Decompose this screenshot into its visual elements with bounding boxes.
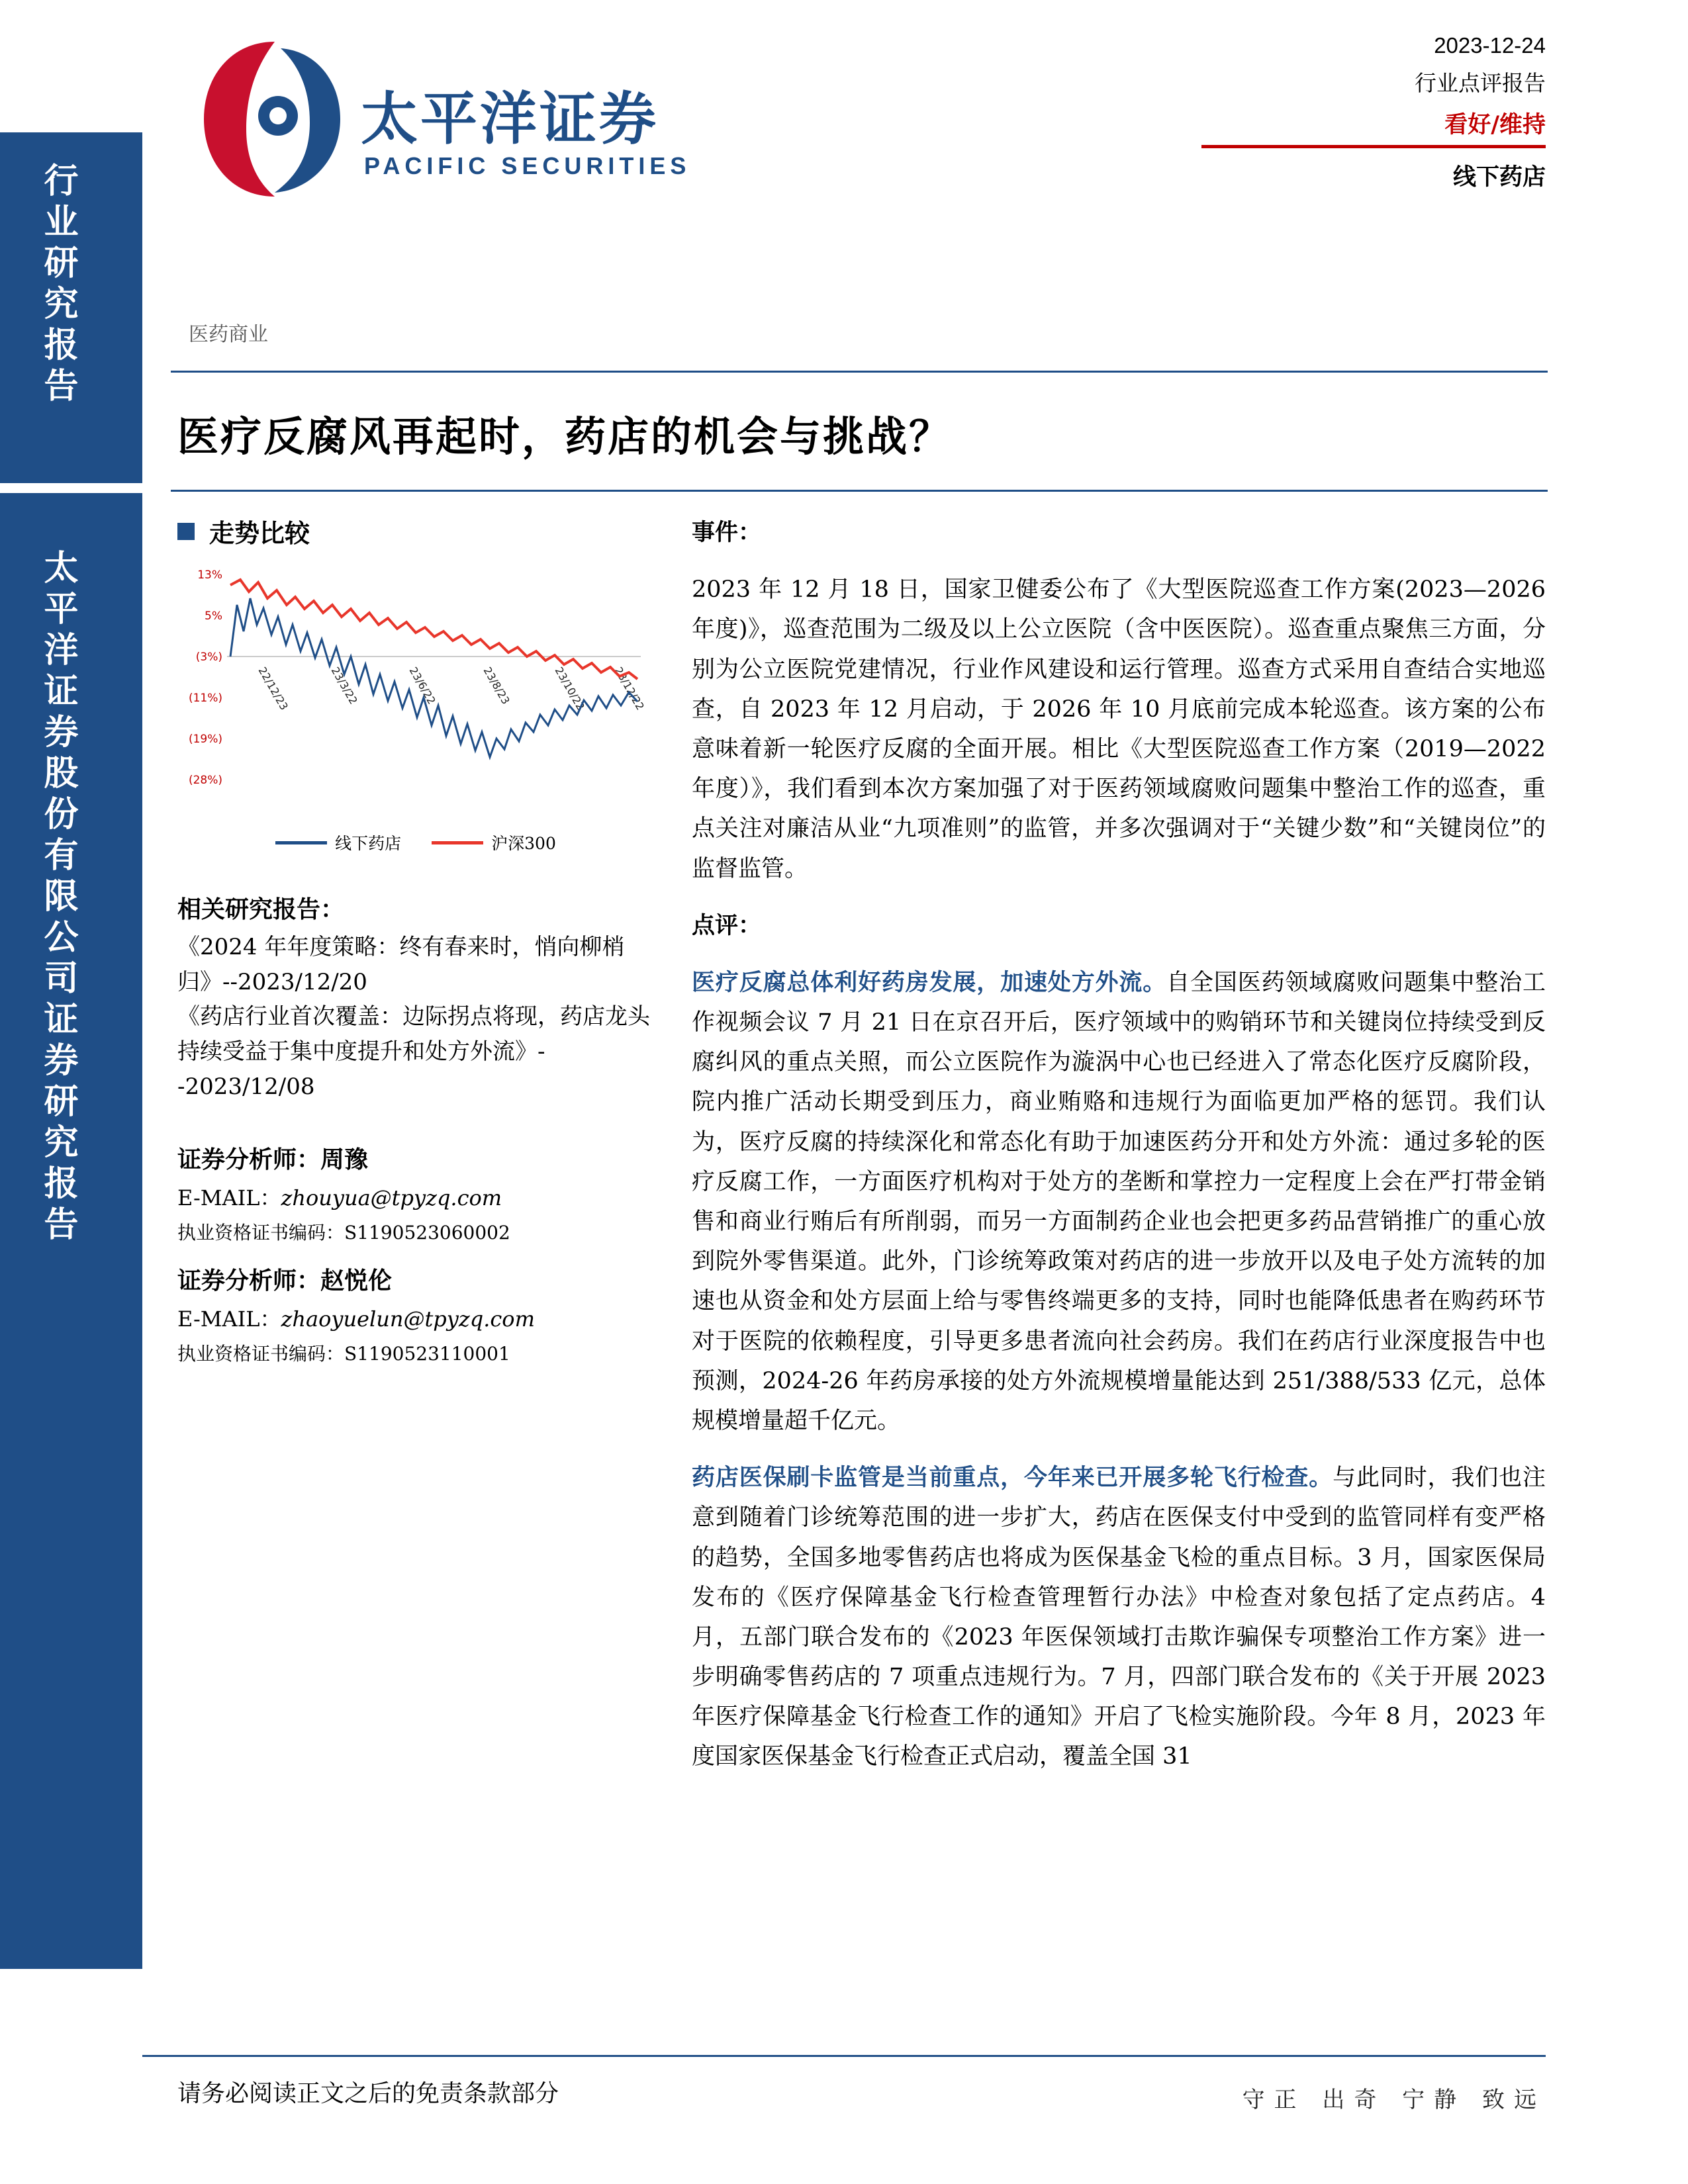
related-reports [177, 891, 667, 1104]
svg-text:(28%): (28%) [188, 774, 222, 787]
analyst-list [177, 1141, 667, 1366]
comment-paragraph-1 [692, 963, 1546, 1441]
svg-text:5%: 5% [205, 610, 222, 623]
event-heading: 事件： [692, 519, 762, 546]
legend-swatch-line-icon [432, 841, 483, 844]
cert-label: 执业资格证书编码： [177, 1222, 345, 1244]
comment-text-1: 自全国医药领域腐败问题集中整治工作视频会议 7 月 21 日在京召开后，医疗领域中的购销环节和关键岗位持续受到反腐纠风的重点关照，而公立医院作为漩涡中心也已经进入了常态化医疗反腐阶段，院内推广活动长期受到压力，商业贿赂和违规行为面临更加严格的惩罚。我们认为，医疗反腐的持续深化和常态化有助于加速医药分开和处方外流：通过多轮的医疗反腐工作，一方面医疗机构对于处方的垄断和掌控力一定程度上会在严打带金销售和商业行贿后有所削弱，而另一方面制药企业也会把更多药品营销推广的重心放到院外零售渠道。此外，门诊统筹政策对药店的进一步放开以及电子处方流转的加速也从资金和处方层面上给与零售终端更多的支持，同时也能降低患者在购药环节对于医院的依赖程度，引导更多患者流向社会药房。我们在药店行业深度报告中也预测，2024-26 年药房承接的处方外流规模增量能达到 251/388/533 亿元，总体规模增量超千亿元。 [692, 969, 1546, 1434]
svg-text:(3%): (3%) [195, 651, 222, 664]
analyst-name-1 [177, 1262, 667, 1296]
svg-text:(11%): (11%) [188, 692, 222, 705]
related-report-item[interactable]: 《2024 年年度策略：终有春来时，悄向柳梢归》--2023/12/20 [177, 934, 625, 995]
analyst-role-label: 证券分析师： [177, 1146, 321, 1174]
footer-disclaimer: 请务必阅读正文之后的免责条款部分 [177, 2080, 559, 2107]
legend-item-0 [275, 831, 401, 854]
email-value[interactable]: zhouyua@tpyzq.com [281, 1185, 502, 1211]
title-divider-bottom [171, 490, 1548, 492]
event-paragraph: 2023 年 12 月 18 日，国家卫健委公布了《大型医院巡查工作方案(2023—2026 年度)》，巡查范围为二级及以上公立医院（含中医医院）。巡查重点聚焦三方面，分别为公立医院党建情况，行业作风建设和运行管理。巡查方式采用自查结合实地巡查，自 2023 年 12 月启动，于 2026 年 10 月底前完成本轮巡查。该方案的公布意味着新一轮医疗反腐的全面开展。相比《大型医院巡查工作方案（2019—2022 年度）》，我们看到本次方案加强了对于医药领域腐败问题集中整治工作的巡查，重点关注对廉洁从业“九项准则”的监管，并多次强调对于“关键少数”和“关键岗位”的监督监管。 [692, 576, 1546, 882]
comment-lead-1: 医疗反腐总体利好药房发展，加速处方外流。 [692, 968, 1167, 996]
report-type: 行业点评报告 [1415, 70, 1546, 96]
logo [199, 36, 741, 215]
svg-text:23/6/22: 23/6/22 [406, 664, 438, 707]
band-bottom-label: 太平洋证券股份有限公司证券研究报告 [38, 549, 78, 1247]
analyst-name-0 [177, 1141, 667, 1175]
svg-text:13%: 13% [197, 569, 222, 582]
legend-label-0: 线下药店 [335, 834, 402, 853]
chart-legend [184, 831, 647, 854]
logo-chinese-name: 太平洋证券 [361, 85, 659, 152]
legend-item-1 [432, 831, 556, 854]
related-report-item[interactable]: 《药店行业首次覆盖：边际拐点将现，药店龙头持续受益于集中度提升和处方外流》--2023/12/08 [177, 1003, 650, 1100]
page-title: 医疗反腐风再起时，药店的机会与挑战？ [177, 412, 953, 461]
analyst-entry [177, 1141, 667, 1245]
cert-value: S1190523060002 [344, 1222, 510, 1244]
analyst-name-label: 赵悦伦 [320, 1267, 393, 1295]
email-value[interactable]: zhaoyuelun@tpyzq.com [281, 1306, 535, 1332]
cert-label: 执业资格证书编码： [177, 1343, 345, 1365]
analyst-cert-0 [177, 1218, 667, 1245]
legend-label-1: 沪深300 [491, 834, 556, 853]
email-label: E-MAIL： [177, 1185, 281, 1211]
analyst-entry [177, 1262, 667, 1366]
analyst-email-0[interactable] [177, 1181, 667, 1212]
bullet-square-icon [177, 523, 195, 540]
performance-chart [184, 559, 647, 856]
svg-text:23/3/22: 23/3/22 [328, 664, 360, 707]
sub-industry-label: 医药商业 [189, 323, 268, 346]
svg-text:(19%): (19%) [188, 733, 222, 746]
report-date: 2023-12-24 [1434, 33, 1546, 58]
header-meta [1082, 33, 1546, 192]
analyst-role-label: 证券分析师： [177, 1267, 321, 1295]
svg-text:22/12/23: 22/12/23 [256, 664, 291, 713]
comment-heading: 点评： [692, 911, 762, 939]
email-label: E-MAIL： [177, 1306, 281, 1332]
title-divider-top [171, 371, 1548, 373]
rating-underline [1201, 145, 1546, 148]
chart-section-heading [177, 513, 667, 549]
comment-paragraph-2 [692, 1458, 1546, 1777]
legend-swatch-line-icon [275, 841, 327, 844]
comment-text-2: 与此同时，我们也注意到随着门诊统筹范围的进一步扩大，药店在医保支付中受到的监管同样有变严格的趋势，全国多地零售药店也将成为医保基金飞检的重点目标。3 月，国家医保局发布的《医疗保障基金飞行检查管理暂行办法》中检查对象包括了定点药店。4 月，五部门联合发布的《2023 年医保领域打击欺诈骗保专项整治工作方案》进一步明确零售药店的 7 项重点违规行为。7 月，四部门联合发布的《关于开展 2023 年医疗保障基金飞行检查工作的通知》开启了飞检实施阶段。今年 8 月，2023 年度国家医保基金飞行检查正式启动，覆盖全国 31 [692, 1465, 1546, 1770]
comment-lead-2: 药店医保刷卡监管是当前重点，今年来已开展多轮飞行检查。 [692, 1464, 1333, 1492]
rating-badge: 看好/维持 [1444, 111, 1546, 138]
analyst-name-label: 周豫 [320, 1146, 369, 1174]
chart-heading-label: 走势比较 [209, 518, 310, 548]
analyst-email-1[interactable] [177, 1302, 667, 1333]
footer-divider [142, 2055, 1546, 2057]
cert-value: S1190523110001 [344, 1343, 510, 1365]
analyst-cert-1 [177, 1340, 667, 1366]
svg-text:23/10/22: 23/10/22 [552, 664, 587, 713]
svg-text:23/8/23: 23/8/23 [481, 664, 512, 707]
pacific-securities-logo-icon [199, 36, 351, 202]
main-body [692, 513, 1546, 1794]
logo-english-name: PACIFIC SECURITIES [364, 152, 691, 179]
footer-slogan: 守正 出奇 宁静 致远 [1242, 2087, 1546, 2113]
svg-text:23/12/22: 23/12/22 [612, 664, 647, 713]
left-column [177, 513, 667, 1366]
sector-label: 线下药店 [1452, 163, 1546, 191]
performance-chart-svg [184, 559, 647, 823]
band-top-label: 行业研究报告 [38, 162, 78, 408]
related-reports-heading: 相关研究报告： [177, 895, 345, 923]
